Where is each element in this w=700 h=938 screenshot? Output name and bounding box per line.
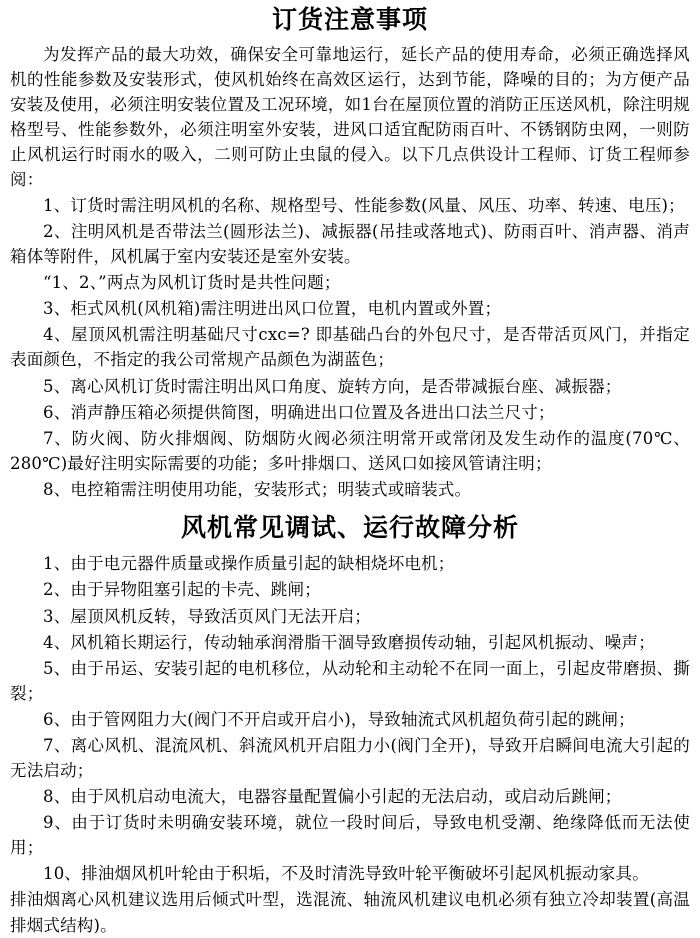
paragraph: 9、由于订货时未明确安装环境，就位一段时间后，导致电机受潮、绝缘降低而无法使用； [10, 813, 690, 858]
paragraph: 5、由于吊运、安装引起的电机移位，从动轮和主动轮不在同一面上，引起皮带磨损、撕裂； [10, 658, 690, 703]
paragraph: “1、2、”两点为风机订货时是共性问题； [43, 273, 341, 293]
paragraph: 排油烟离心风机建议选用后倾式叶型，选混流、轴流风机建议电机必须有独立冷却装置(高温排烟式结构)。 [10, 890, 690, 935]
intro-section [10, 42, 690, 502]
paragraph: 为发挥产品的最大功效，确保安全可靠地运行，延长产品的使用寿命，必须正确选择风机的性能参数及安装形式，使风机始终在高效区运行，达到节能，降噪的目的；为方便产品安装及使用，必须注明安装位置及工况环境，如1台在屋顶位置的消防正压送风机，除注明规格型号、性能参数外，必须注明室外安装，进风口适宜配防雨百叶、不锈钢防虫网，一则防止风机运行时雨水的吸入，二则可防止虫鼠的侵入。以下几点供设计工程师、订货工程师参阅： [10, 44, 690, 189]
paragraph: 10、排油烟风机叶轮由于积垢，不及时清洗导致叶轮平衡破坏引起风机振动家具。 [43, 864, 649, 884]
page-title: 订货注意事项 [271, 5, 428, 34]
section-title: 风机常见调试、运行故障分析 [180, 512, 519, 542]
paragraph: 8、由于风机启动电流大，电器容量配置偏小引起的无法启动，或启动后跳闸； [43, 787, 622, 807]
paragraph: 1、订货时需注明风机的名称、规格型号、性能参数(风量、风压、功率、转速、电压)； [43, 195, 685, 215]
paragraph: 8、电控箱需注明使用功能，安装形式；明装式或暗装式。 [43, 479, 472, 499]
paragraph: 3、柜式风机(风机箱)需注明进出风口位置，电机内置或外置； [43, 299, 502, 319]
paragraph: 3、屋顶风机反转，导致活页风门无法开启； [43, 606, 371, 626]
paragraph: 7、离心风机、混流风机、斜流风机开启阻力小(阀门全开)，导致开启瞬间电流大引起的无法启动； [10, 735, 690, 781]
paragraph: 5、离心风机订货时需注明出风口角度、旋转方向，是否带减振台座、减振器； [43, 376, 622, 396]
paragraph: 7、防火阀、防火排烟阀、防烟防火阀必须注明常开或常闭及发生动作的温度(70℃、280℃)最好注明实际需要的功能；多叶排烟口、送风口如接风管请注明； [10, 428, 690, 473]
paragraph: 2、由于异物阻塞引起的卡壳、跳闸； [43, 580, 321, 600]
faults-section [10, 551, 690, 937]
paragraph: 6、消声静压箱必须提供简图，明确进出口位置及各进出口法兰尺寸； [43, 402, 555, 422]
paragraph: 2、注明风机是否带法兰(圆形法兰)、减振器(吊挂或落地式)、防雨百叶、消声器、消声箱体等附件，风机属于室内安装还是室外安装。 [10, 222, 690, 267]
paragraph: 6、由于管网阻力大(阀门不开启或开启小)，导致轴流式风机超负荷引起的跳闸； [43, 709, 635, 729]
paragraph: 4、风机箱长期运行，传动轴承润滑脂干涸导致磨损传动轴，引起风机振动、噪声； [43, 632, 655, 652]
paragraph: 4、屋顶风机需注明基础尺寸cxc=? 即基础凸台的外包尺寸，是否带活页风门，并指定表面颜色，不指定的我公司常规产品颜色为湖蓝色； [10, 325, 690, 370]
paragraph: 1、由于电元器件质量或操作质量引起的缺相烧坏电机； [43, 554, 455, 574]
